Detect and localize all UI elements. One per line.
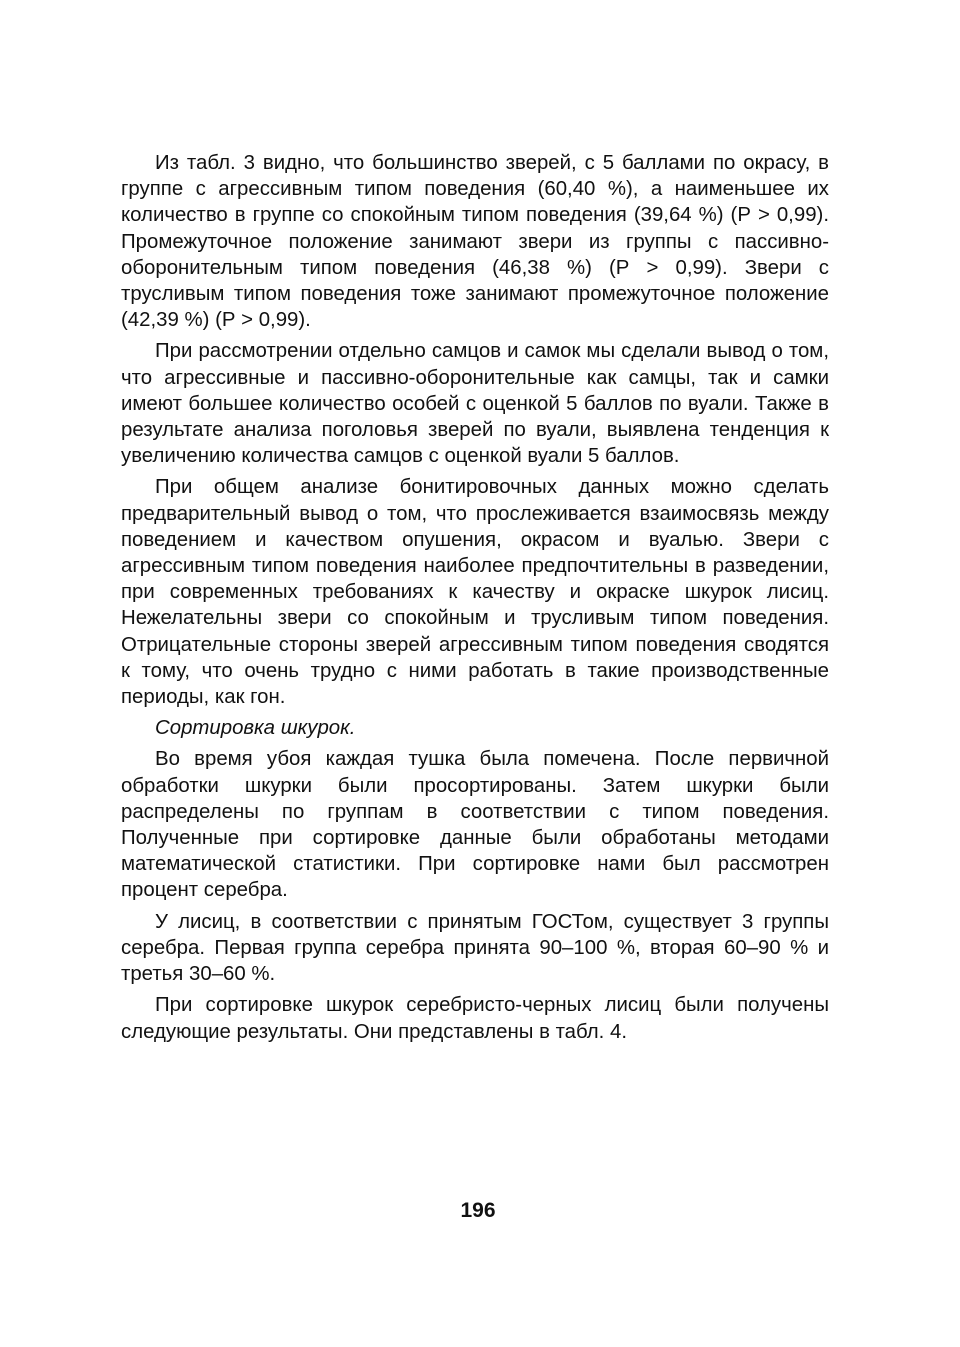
page-body (121, 150, 829, 1050)
page-number: 196 (460, 1199, 496, 1222)
paragraph-slaughter: Во время убоя каждая тушка была помечена. После первичной обработки шкурки были просортированы. Затем шкурки были распределены по группам в соответствии с типом поведения. Полученные при сортировке данные были обработаны методами математической статистики. При сортировке нами был рассмотрен процент серебра. (121, 748, 829, 902)
paragraph-color-comparison: Из табл. 3 видно, что большинство зверей, с 5 баллами по окрасу, в группе с агрессивным типом поведения (60,40 %), а наименьшее их количество в группе со спокойным типом поведения (39,64 %) (Р > 0,99). Промежуточное положение занимают звери из группы с пассивно-оборонительным типом поведения (46,38 %) (Р > 0,99). Звери с трусливым типом поведения тоже занимают промежуточное положение (42,39 %) (Р > 0,99). (121, 152, 829, 332)
section-subheading: Сортировка шкурок. (155, 717, 356, 740)
paragraph-silver-groups: У лисиц, в соответствии с принятым ГОСТом, существует 3 группы серебра. Первая группа серебра принята 90–100 %, вторая 60–90 % и третья 30–60 %. (121, 910, 829, 986)
paragraph-results: При сортировке шкурок серебристо-черных лисиц были получены следующие результаты. Они представлены в табл. 4. (121, 994, 829, 1043)
paragraph-males-females: При рассмотрении отдельно самцов и самок мы сделали вывод о том, что агрессивные и пассивно-оборонительные как самцы, так и самки имеют большее количество особей с оценкой 5 баллов по вуали. Также в результате анализа поголовья зверей по вуали, выявлена тенденция к увеличению количества самцов с оценкой вуали 5 баллов. (121, 340, 829, 468)
paragraph-general-analysis: При общем анализе бонитировочных данных можно сделать предварительный вывод о том, что прослеживается взаимосвязь между поведением и качеством опушения, окрасом и вуалью. Звери с агрессивным типом поведения наиболее предпочтительны в разведении, при современных требованиях к качеству и окраске шкурок лисиц. Нежелательны звери со спокойным и трусливым типом поведения. Отрицательные стороны зверей агрессивным типом поведения сводятся к тому, что очень трудно с ними работать в такие производственные периоды, как гон. (121, 476, 829, 709)
